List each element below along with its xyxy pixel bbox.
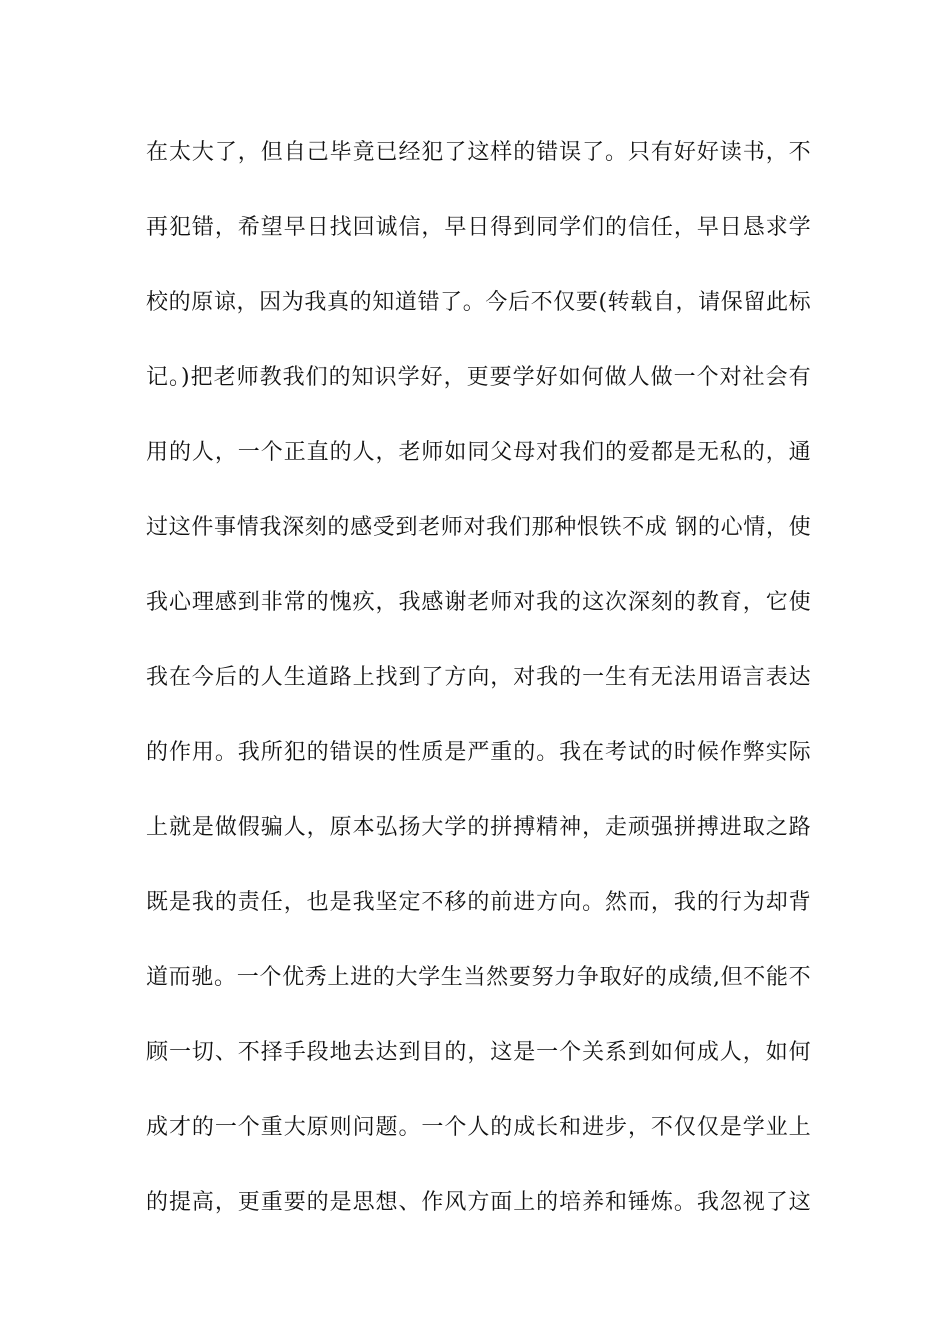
- text-line: 既是我的责任，也是我坚定不移的前进方向。然而，我的行为却背: [146, 890, 811, 915]
- text-line: 的提高，更重要的是思想、作风方面上的培养和锤炼。我忽视了这: [146, 1190, 811, 1215]
- text-line: 在太大了，但自己毕竟已经犯了这样的错误了。只有好好读书，不: [146, 140, 811, 165]
- text-line: 过这件事情我深刻的感受到老师对我们那种恨铁不成 钢的心情，使: [146, 515, 811, 540]
- text-line: 我心理感到非常的愧疚，我感谢老师对我的这次深刻的教育，它使: [146, 590, 811, 615]
- text-line: 成才的一个重大原则问题。一个人的成长和进步，不仅仅是学业上: [146, 1115, 811, 1140]
- text-line: 记。)把老师教我们的知识学好，更要学好如何做人做一个对社会有: [146, 365, 811, 390]
- body-text: [146, 132, 811, 1257]
- text-line: 顾一切、不择手段地去达到目的，这是一个关系到如何成人，如何: [146, 1040, 811, 1065]
- text-line: 我在今后的人生道路上找到了方向，对我的一生有无法用语言表达: [146, 665, 811, 690]
- text-line: 的作用。我所犯的错误的性质是严重的。我在考试的时候作弊实际: [146, 740, 811, 765]
- text-line: 上就是做假骗人，原本弘扬大学的拼搏精神，走顽强拼搏进取之路: [146, 815, 811, 840]
- text-line: 道而驰。一个优秀上进的大学生当然要努力争取好的成绩,但不能不: [146, 965, 811, 990]
- text-line: 校的原谅，因为我真的知道错了。今后不仅要(转载自，请保留此标: [146, 290, 811, 315]
- text-line: 用的人，一个正直的人，老师如同父母对我们的爱都是无私的，通: [146, 440, 811, 465]
- text-line: 再犯错，希望早日找回诚信，早日得到同学们的信任，早日恳求学: [146, 215, 811, 240]
